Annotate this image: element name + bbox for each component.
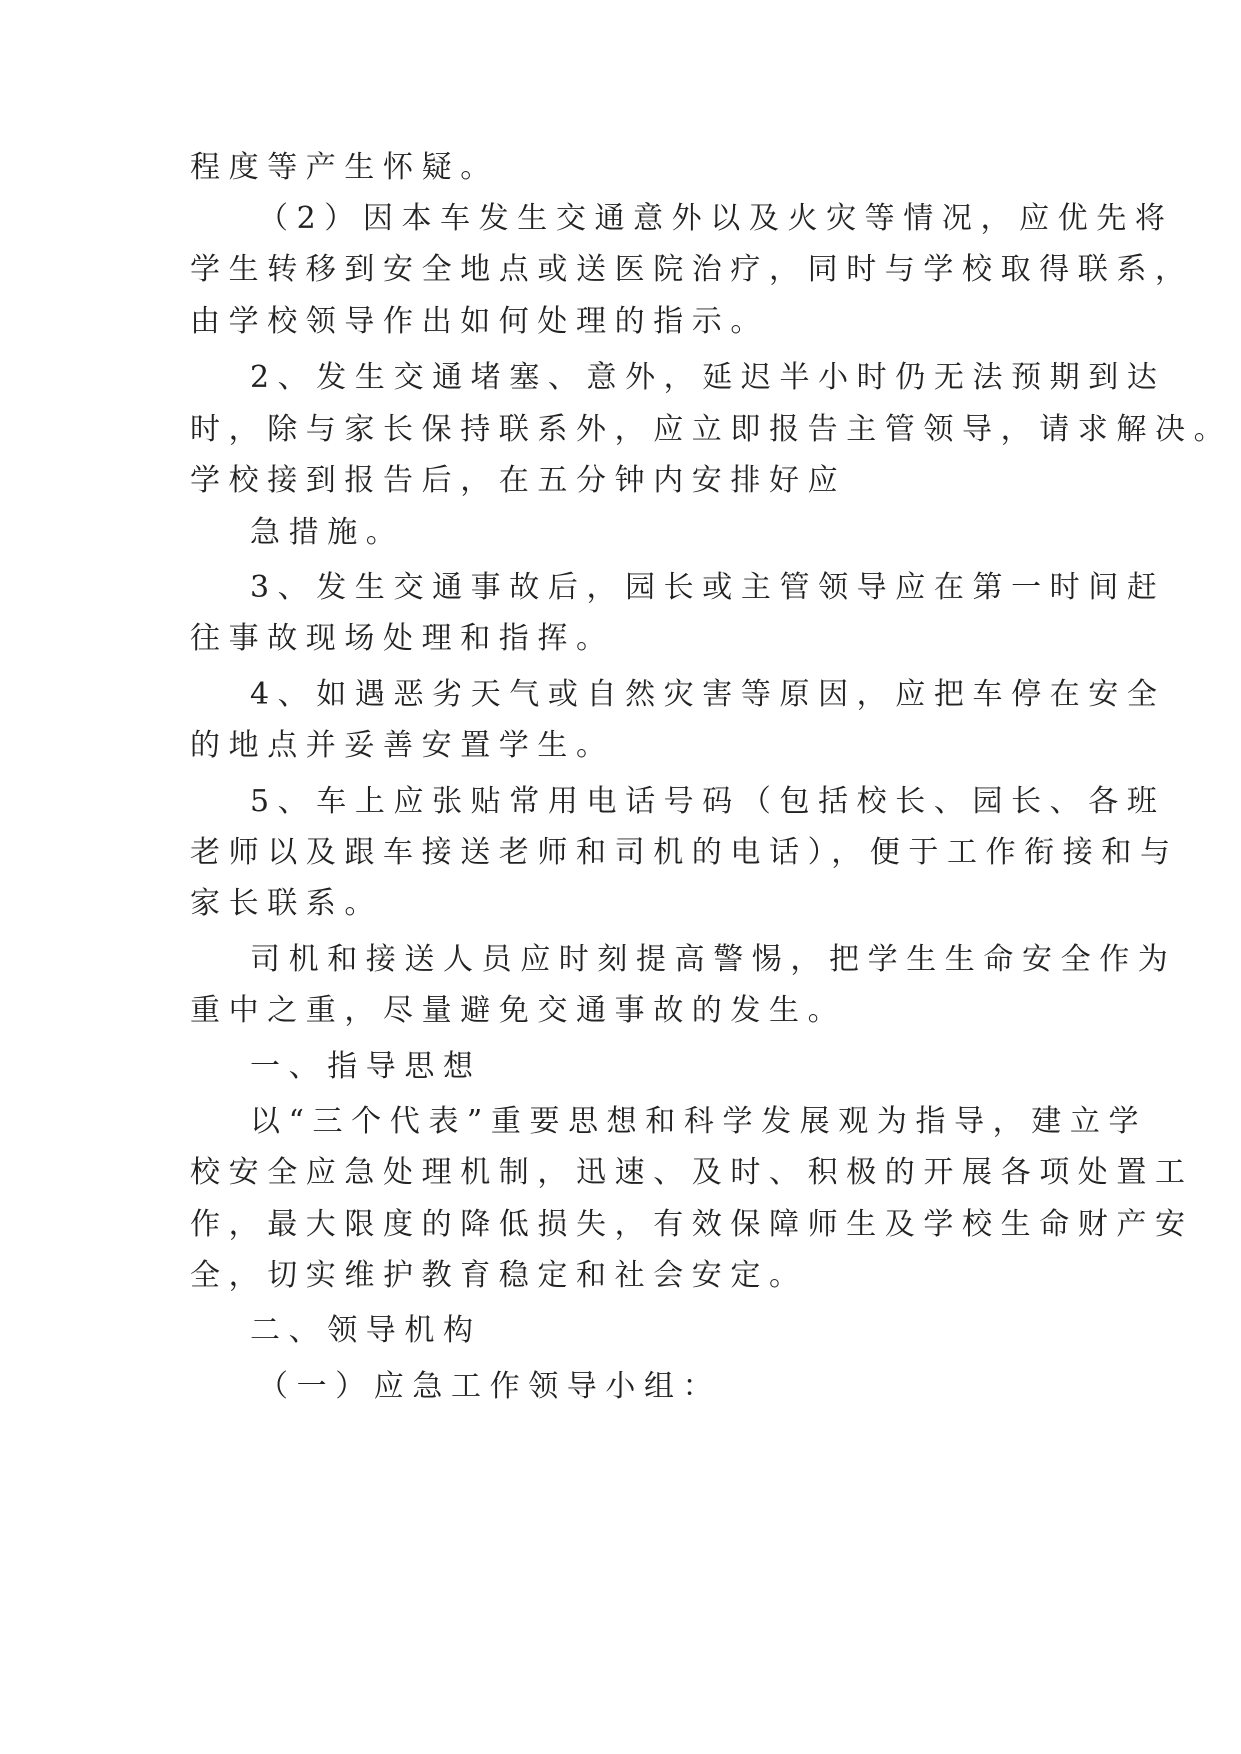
text-line: 司机和接送人员应时刻提高警惕，把学生生命安全作为 <box>250 942 1177 977</box>
text-line: 往事故现场处理和指挥。 <box>190 621 615 656</box>
text-line: 的地点并妥善安置学生。 <box>190 728 615 763</box>
subsection-heading: （一）应急工作领导小组： <box>258 1369 722 1404</box>
text-line: 4、如遇恶劣天气或自然灾害等原因，应把车停在安全 <box>250 677 1166 712</box>
text-line: 学生转移到安全地点或送医院治疗，同时与学校取得联系， <box>190 252 1194 287</box>
section-heading: 二、领导机构 <box>250 1313 482 1348</box>
text-line: （2）因本车发生交通意外以及火灾等情况，应优先将 <box>258 201 1174 236</box>
section-heading: 一、指导思想 <box>250 1049 482 1084</box>
text-line: 3、发生交通事故后，园长或主管领导应在第一时间赶 <box>250 570 1166 605</box>
text-line: 5、车上应张贴常用电话号码（包括校长、园长、各班 <box>250 784 1166 819</box>
text-line: 重中之重，尽量避免交通事故的发生。 <box>190 993 847 1028</box>
text-line: 由学校领导作出如何处理的指示。 <box>190 304 769 339</box>
text-line: 老师以及跟车接送老师和司机的电话），便于工作衔接和与 <box>190 835 1179 870</box>
text-line: 以“三个代表”重要思想和科学发展观为指导，建立学 <box>250 1104 1148 1139</box>
text-line: 作，最大限度的降低损失，有效保障师生及学校生命财产安 <box>190 1207 1194 1242</box>
text-line: 家长联系。 <box>190 886 383 921</box>
text-line: 时，除与家长保持联系外，应立即报告主管领导，请求解决。 <box>190 412 1233 447</box>
text-line: 校安全应急处理机制，迅速、及时、积极的开展各项处置工 <box>190 1155 1194 1190</box>
text-line: 程度等产生怀疑。 <box>190 150 499 185</box>
text-line: 全，切实维护教育稳定和社会安定。 <box>190 1258 808 1293</box>
text-line: 急措施。 <box>250 515 405 550</box>
text-line: 2、发生交通堵塞、意外，延迟半小时仍无法预期到达 <box>250 360 1166 395</box>
text-line: 学校接到报告后，在五分钟内安排好应 <box>190 463 847 498</box>
